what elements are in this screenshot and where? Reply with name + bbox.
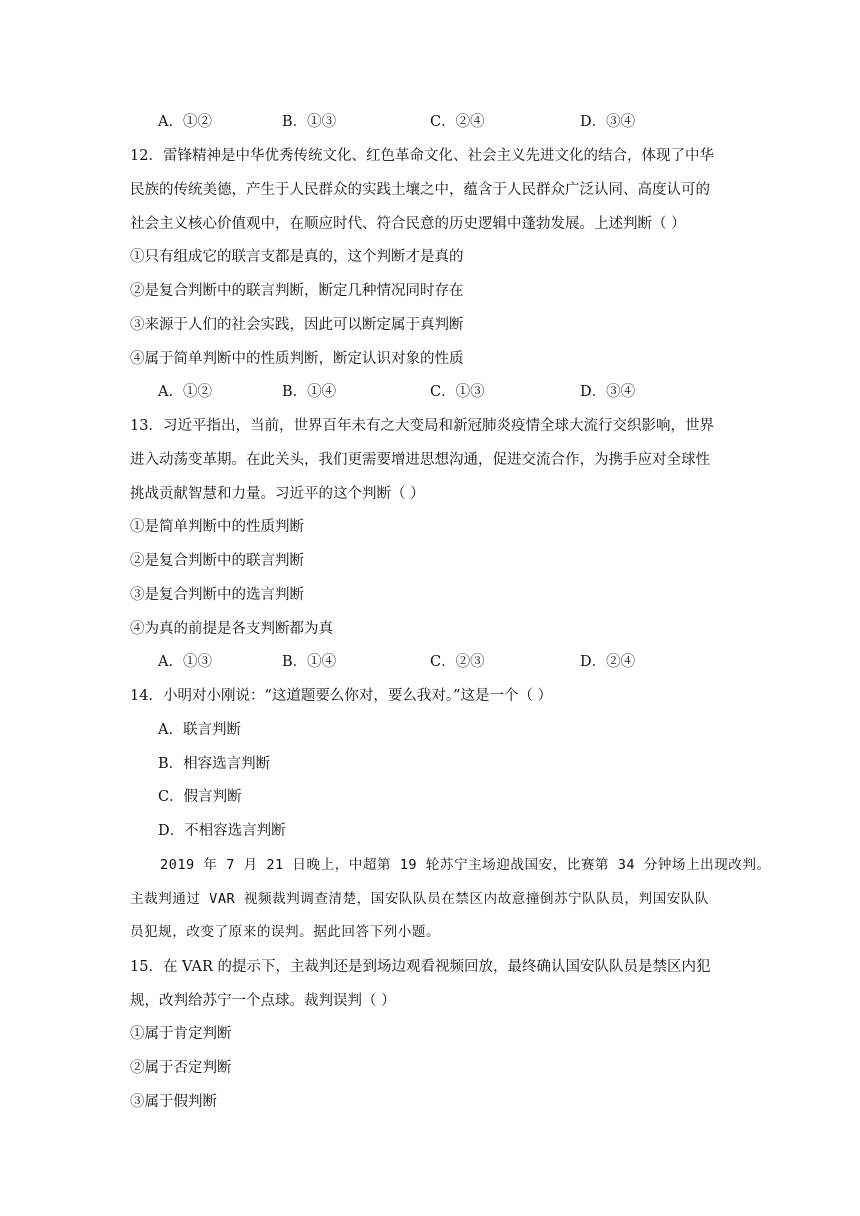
passage-line: 主裁判通过 VAR 视频裁判调查清楚，国安队队员在禁区内故意撞倒苏宁队队员，判国安队队 (130, 891, 709, 907)
q13-statement: ④为真的前提是各支判断都为真 (130, 621, 333, 637)
q13-stem-line: 挑战贡献智慧和力量。习近平的这个判断（ ） (130, 486, 425, 502)
q12-stem-line: 社会主义核心价值观中，在顺应时代、符合民意的历史逻辑中蓬勃发展。上述判断（ ） (130, 216, 686, 232)
passage-line: 2019 年 7 月 21 日晚上，中超第 19 轮苏宁主场迎战国安，比赛第 34 分钟场上出现改判。 (160, 857, 771, 873)
q14-stem: 14．小明对小刚说：“这道题要么你对，要么我对。”这是一个（ ） (130, 688, 553, 704)
option-b: B．①④ (282, 384, 337, 400)
option-d: D．③④ (580, 114, 636, 130)
q11-options (158, 112, 718, 132)
option-d: D．②④ (580, 654, 636, 670)
q12-options (158, 382, 718, 402)
q13-statement: ①是简单判断中的性质判断 (130, 519, 304, 535)
q13-options (158, 652, 718, 672)
q14-option-a: A．联言判断 (158, 722, 241, 738)
q15-statement: ①属于肯定判断 (130, 1026, 232, 1042)
option-a: A．①② (158, 384, 212, 400)
q14-option-c: C．假言判断 (158, 789, 242, 805)
q14-option-b: B．相容选言判断 (158, 756, 271, 772)
option-c: C．②④ (430, 114, 485, 130)
passage-line: 员犯规，改变了原来的误判。据此回答下列小题。 (130, 924, 441, 940)
q15-statement: ②属于否定判断 (130, 1060, 232, 1076)
q13-stem-line: 13．习近平指出，当前，世界百年未有之大变局和新冠肺炎疫情全球大流行交织影响，世界 (130, 418, 714, 434)
q12-stem-line: 民族的传统美德，产生于人民群众的实践土壤之中，蕴含于人民群众广泛认同、高度认可的 (130, 182, 710, 198)
q12-statement: ①只有组成它的联言支都是真的，这个判断才是真的 (130, 249, 464, 265)
option-c: C．①③ (430, 384, 485, 400)
option-c: C．②③ (430, 654, 485, 670)
option-b: B．①③ (282, 114, 337, 130)
option-b: B．①④ (282, 654, 337, 670)
q13-statement: ②是复合判断中的联言判断 (130, 553, 304, 569)
q15-stem-line: 15．在 VAR 的提示下，主裁判还是到场边观看视频回放，最终确认国安队队员是禁区内犯 (130, 959, 711, 975)
q12-stem-line: 12．雷锋精神是中华优秀传统文化、红色革命文化、社会主义先进文化的结合，体现了中华 (130, 148, 714, 164)
q13-statement: ③是复合判断中的选言判断 (130, 587, 304, 603)
q12-statement: ③来源于人们的社会实践，因此可以断定属于真判断 (130, 317, 464, 333)
q15-stem-line: 规，改判给苏宁一个点球。裁判误判（ ） (130, 993, 396, 1009)
q13-stem-line: 进入动荡变革期。在此关头，我们更需要增进思想沟通，促进交流合作，为携手应对全球性 (130, 452, 710, 468)
option-d: D．③④ (580, 384, 636, 400)
option-a: A．①② (158, 114, 212, 130)
q12-statement: ④属于简单判断中的性质判断，断定认识对象的性质 (130, 351, 464, 367)
q12-statement: ②是复合判断中的联言判断，断定几种情况同时存在 (130, 283, 464, 299)
q15-statement: ③属于假判断 (130, 1094, 217, 1110)
q14-option-d: D．不相容选言判断 (158, 823, 286, 839)
option-a: A．①③ (158, 654, 212, 670)
